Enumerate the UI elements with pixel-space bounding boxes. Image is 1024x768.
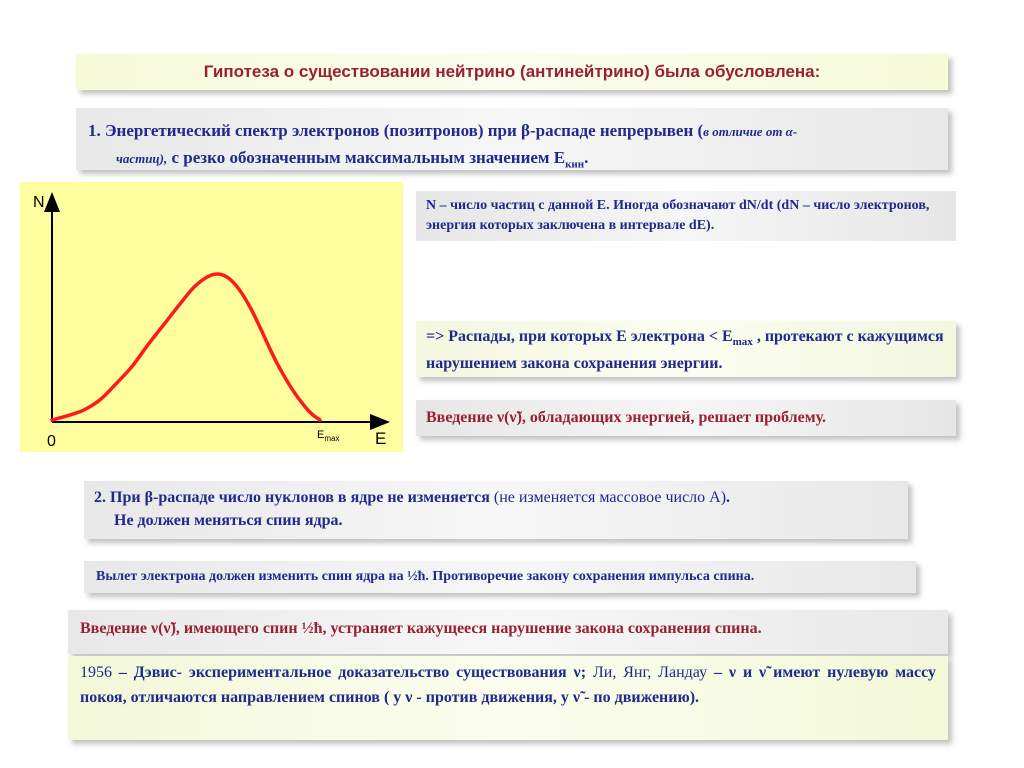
note-decays (416, 321, 956, 377)
point-1-italic-b: частиц), (116, 151, 168, 166)
davis-names: Ли, Янг, Ландау (586, 664, 708, 681)
point-2-line2: Не должен меняться спин ядра. (114, 512, 343, 529)
spectrum-curve (52, 274, 320, 420)
note-neutrino-energy-text: Введение ν(ν̃), обладающих энергией, решает проблему. (426, 409, 827, 426)
spectrum-chart-svg (20, 182, 403, 452)
point-2-main: 2. При β-распаде число нуклонов в ядре не изменяется (94, 489, 490, 506)
note-neutrino-energy (416, 400, 956, 436)
note-n-definition (416, 191, 956, 241)
spectrum-chart (20, 182, 403, 452)
davis-experiment-note (68, 656, 948, 740)
point-2-aside: (не изменяется массовое число А) (489, 489, 727, 506)
emax-label: $E_{max}$ (317, 429, 340, 443)
note-n-definition-text: N – число частиц с данной Е. Иногда обозначают dN/dt (dN – число электронов, энергия которых заключена в интервале dE). (426, 198, 930, 233)
point-1-end: . (584, 148, 589, 167)
davis-year: 1956 (80, 664, 112, 681)
point-1-text (88, 118, 934, 145)
x-axis-label: E (375, 429, 387, 448)
y-axis-label: N (33, 194, 45, 211)
intro-spin-text: Введение ν(ν̃), имеющего спин ½ħ, устраняет кажущееся нарушение закона сохранения спина. (80, 620, 762, 637)
point-1-sub: кин (565, 158, 585, 171)
point-2-box (84, 481, 908, 539)
davis-text-a: – Дэвис- экспериментальное доказательство существования ν; (112, 664, 587, 681)
origin-label: 0 (47, 433, 56, 450)
point-2-end: . (726, 489, 731, 506)
slide-title-text: Гипотеза о существовании нейтрино (антинейтрино) была обусловлена: (203, 62, 821, 81)
point-2-line1 (94, 486, 898, 509)
note-decays-a: => Распады, при которых Е электрона < Е (426, 328, 733, 345)
spin-note (84, 561, 916, 593)
point-1-line2 (88, 145, 934, 177)
davis-text-c: – ν и ν̃ имеют нулевую массу покоя, отличаются направлением спинов ( у ν - против движения, у ν̃ - по движению). (80, 664, 936, 706)
spin-note-text: Вылет электрона должен изменить спин ядра на ½ħ. Противоречие закону сохранения импульса спина. (96, 569, 755, 584)
slide-title (76, 54, 948, 90)
point-1-number: 1. (88, 121, 101, 140)
note-decays-b: , протекают с кажущимся нарушением закона сохранения энергии. (426, 328, 944, 373)
point-1-box (76, 108, 948, 170)
point-1-main-b: с резко обозначенным максимальным значением Е (167, 148, 566, 167)
point-1-italic-a: в отличие от α- (703, 124, 798, 139)
note-decays-sub: max (732, 336, 753, 349)
intro-spin-note (68, 610, 948, 654)
point-1-main: Энергетический спектр электронов (позитронов) при β-распаде непрерывен ( (105, 121, 704, 140)
